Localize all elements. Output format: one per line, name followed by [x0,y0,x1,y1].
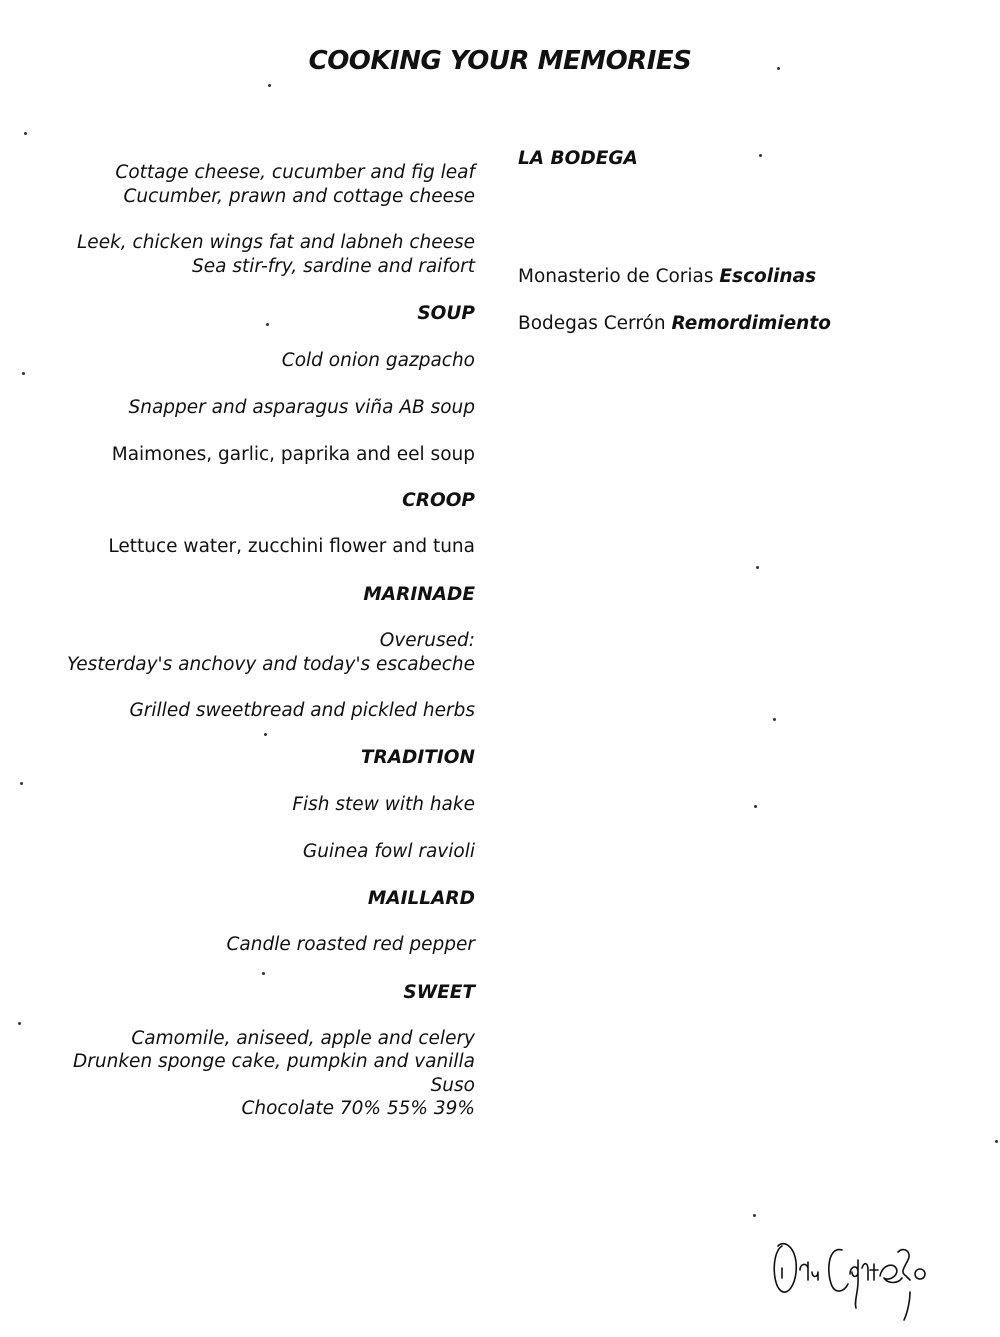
scan-speck [777,67,780,70]
menu-item: Fish stew with hake [292,794,475,815]
scan-speck [22,372,25,375]
menu-item: Cottage cheese, cucumber and fig leaf [115,162,475,183]
wine-producer: Bodegas Cerrón [518,313,666,334]
menu-item: Cucumber, prawn and cottage cheese [123,186,475,207]
scan-speck [262,972,265,975]
menu-title: COOKING YOUR MEMORIES [308,46,692,76]
section-heading-croop: CROOP [402,490,475,511]
menu-item: Yesterday's anchovy and today's escabeche [66,654,475,675]
menu-item: Grilled sweetbread and pickled herbs [129,700,475,721]
scan-speck [759,154,762,157]
section-heading-soup: SOUP [417,303,475,324]
section-heading-maillard: MAILLARD [367,888,475,909]
scan-speck [753,1214,756,1217]
section-heading-tradition: TRADITION [360,747,475,768]
menu-item: Drunken sponge cake, pumpkin and vanilla [73,1051,475,1072]
wine-item [518,266,816,287]
menu-item: Guinea fowl ravioli [302,841,475,862]
menu-item: Lettuce water, zucchini flower and tuna [108,536,475,557]
wine-name: Escolinas [719,266,817,287]
section-heading-sweet: SWEET [403,982,475,1003]
menu-item: Camomile, aniseed, apple and celery [131,1028,475,1049]
menu-item: Snapper and asparagus viña AB soup [128,397,475,418]
menu-item: Cold onion gazpacho [281,350,475,371]
scan-speck [754,805,757,808]
menu-item: Candle roasted red pepper [226,934,475,955]
scan-speck [995,1140,998,1143]
wine-item [518,313,831,334]
scan-speck [24,132,27,135]
scan-speck [756,566,759,569]
chef-signature [770,1232,930,1322]
scan-speck [266,323,269,326]
scan-speck [20,782,23,785]
scan-speck [773,718,776,721]
menu-item: Suso [430,1075,475,1096]
scan-speck [264,733,267,736]
menu-item: Maimones, garlic, paprika and eel soup [111,444,475,465]
wine-list-heading: LA BODEGA [518,148,638,169]
section-heading-marinade: MARINADE [363,584,475,605]
scan-speck [268,84,271,87]
menu-item: Leek, chicken wings fat and labneh cheese [77,232,475,253]
menu-item: Overused: [379,630,475,651]
menu-item: Sea stir-fry, sardine and raifort [192,256,475,277]
scan-speck [18,1022,21,1025]
menu-item: Chocolate 70% 55% 39% [241,1098,475,1119]
wine-producer: Monasterio de Corias [518,266,714,287]
wine-name: Remordimiento [671,313,831,334]
